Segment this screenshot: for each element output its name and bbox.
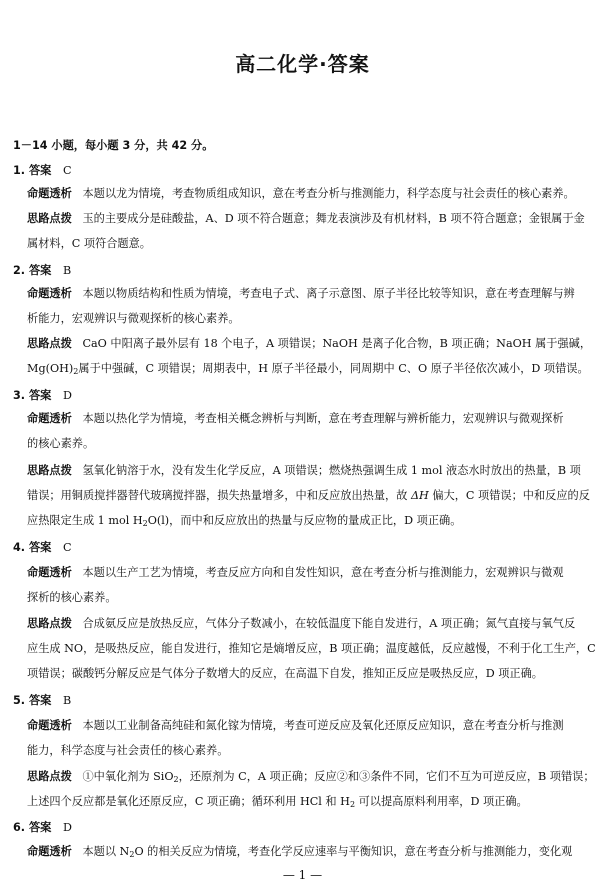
q6-analysis-text: 本题以 N	[82, 845, 130, 858]
q5-answer-value: B	[63, 694, 72, 707]
q4-hint-cont: 应生成 NO，是吸热反应，能自发进行，推知它是熵增反应，B 项正确；温度越低，反应越慢，不利于化工生产，C	[27, 642, 596, 655]
q2-hint-cont	[27, 362, 589, 376]
q2-number: 2.	[13, 264, 26, 277]
hint-label: 思路点拨	[27, 337, 72, 350]
q2-analysis	[27, 287, 575, 301]
q5-hint-text-3: 上述四个反应都是氧化还原反应，C 项正确；循环利用 HCl 和 H	[27, 795, 350, 808]
q3-answer-value: D	[63, 389, 73, 402]
q6-answer	[13, 821, 72, 835]
hint-label: 思路点拨	[27, 464, 72, 477]
q1-hint	[27, 212, 585, 226]
intro-text	[13, 139, 213, 153]
q4-analysis-text: 本题以生产工艺为情境，考查反应方向和自发性知识，意在考查分析与推测能力，宏观辨识与微观	[82, 566, 564, 579]
q3-hint-cont-2	[27, 514, 461, 528]
q6-analysis-text-2: O 的相关反应为情境，考查化学反应速率与平衡知识，意在考查分析与推测能力，变化观	[134, 845, 573, 858]
q3-analysis-text: 本题以热化学为情境，考查相关概念辨析与判断，意在考查理解与辨析能力，宏观辨识与微观探析	[82, 412, 564, 425]
analysis-label: 命题透析	[27, 412, 72, 425]
q3-hint-text-3: 偏大，C 项错误；中和反应的反	[428, 489, 590, 502]
q1-hint-cont: 属材料，C 项符合题意。	[27, 237, 151, 250]
hint-label: 思路点拨	[27, 617, 72, 630]
q5-hint-cont	[27, 795, 528, 809]
q3-hint-text-5: O(l)，而中和反应放出的热量与反应物的量成正比，D 项正确。	[147, 514, 462, 527]
q5-answer	[13, 694, 71, 708]
answer-label: 答案	[28, 821, 52, 834]
q4-hint-cont-2: 项错误；碳酸钙分解反应是气体分子数增大的反应，在高温下自发，推知正反应是吸热反应，D 项正确。	[27, 667, 543, 680]
q1-analysis	[27, 187, 575, 201]
page-number: — 1 —	[282, 868, 323, 882]
q3-hint-text-2: 错误；用铜质搅拌器替代玻璃搅拌器，损失热量增多，中和反应放出热量，故	[27, 489, 411, 502]
q2-analysis-cont: 析能力，宏观辨识与微观探析的核心素养。	[27, 312, 240, 325]
delta-h-symbol: ΔH	[410, 489, 429, 502]
q3-hint	[27, 464, 581, 478]
q3-answer	[13, 389, 72, 403]
q2-answer	[13, 264, 71, 278]
analysis-label: 命题透析	[27, 287, 72, 300]
intro-label: 1－14 小题，每小题 3 分，共 42 分。	[13, 139, 214, 152]
analysis-label: 命题透析	[27, 719, 72, 732]
q1-analysis-text: 本题以龙为情境，考查物质组成知识，意在考查分析与推测能力，科学态度与社会责任的核心素养。	[82, 187, 575, 200]
answer-label: 答案	[28, 389, 52, 402]
q2-answer-value: B	[63, 264, 72, 277]
q1-number: 1.	[13, 164, 26, 177]
q4-number: 4.	[13, 541, 26, 554]
subscript: 2	[142, 519, 148, 528]
q4-answer	[13, 541, 72, 555]
q1-hint-text: 玉的主要成分是硅酸盐，A、D 项不符合题意；舞龙表演涉及有机材料，B 项不符合题意；金银属于金	[82, 212, 585, 225]
subscript: 2	[129, 850, 135, 859]
q2-hint-text: CaO 中阳离子最外层有 18 个电子，A 项错误；NaOH 是离子化合物，B 项正确；NaOH 属于强碱，	[82, 337, 592, 350]
q1-answer-value: C	[63, 164, 72, 177]
subscript: 2	[173, 775, 179, 784]
q3-analysis	[27, 412, 564, 426]
answer-label: 答案	[28, 264, 52, 277]
q1-answer	[13, 164, 72, 178]
q4-hint-text: 合成氨反应是放热反应，气体分子数减小，在较低温度下能自发进行，A 项正确；氮气直接与氧气反	[82, 617, 576, 630]
q4-analysis	[27, 566, 564, 580]
analysis-label: 命题透析	[27, 187, 72, 200]
q5-hint-text-2: ，还原剂为 C，A 项正确；反应②和③条件不同，它们不互为可逆反应，B 项错误；	[178, 770, 595, 783]
q5-hint-text: ①中氧化剂为 SiO	[82, 770, 174, 783]
q5-hint	[27, 770, 595, 784]
q3-number: 3.	[13, 389, 26, 402]
q5-analysis-cont: 能力，科学态度与社会责任的核心素养。	[27, 744, 229, 757]
q6-number: 6.	[13, 821, 26, 834]
hint-label: 思路点拨	[27, 212, 72, 225]
analysis-label: 命题透析	[27, 566, 72, 579]
q2-analysis-text: 本题以物质结构和性质为情境，考查电子式、离子示意图、原子半径比较等知识，意在考查理解与辨	[82, 287, 575, 300]
hint-label: 思路点拨	[27, 770, 72, 783]
q3-hint-text-4: 应热限定生成 1 mol H	[27, 514, 143, 527]
q5-analysis	[27, 719, 564, 733]
answer-label: 答案	[28, 694, 52, 707]
answer-label: 答案	[28, 541, 52, 554]
q2-hint-formula: Mg(OH)	[27, 362, 74, 375]
q2-hint-text-2: 属于中强碱，C 项错误；周期表中，H 原子半径最小，同周期中 C、O 原子半径依次减小，D 项错误。	[78, 362, 589, 375]
q4-answer-value: C	[63, 541, 72, 554]
q6-answer-value: D	[63, 821, 73, 834]
q3-analysis-cont: 的核心素养。	[27, 437, 95, 450]
q5-analysis-text: 本题以工业制备高纯硅和氮化镓为情境，考查可逆反应及氧化还原反应知识，意在考查分析与推测	[82, 719, 564, 732]
page-title: 高二化学·答案	[235, 52, 370, 76]
subscript: 2	[73, 367, 79, 376]
answer-label: 答案	[28, 164, 52, 177]
q5-hint-text-4: 可以提高原料利用率，D 项正确。	[355, 795, 528, 808]
subscript: 2	[349, 800, 356, 809]
q3-hint-cont	[27, 489, 590, 503]
q4-analysis-cont: 探析的核心素养。	[27, 591, 117, 604]
q4-hint	[27, 617, 575, 631]
q2-hint	[27, 337, 591, 351]
q6-analysis	[27, 845, 572, 859]
analysis-label: 命题透析	[27, 845, 72, 858]
q5-number: 5.	[13, 694, 26, 707]
q3-hint-text: 氢氧化钠溶于水，没有发生化学反应，A 项错误；燃烧热强调生成 1 mol 液态水时放出的热量，B 项	[82, 464, 581, 477]
